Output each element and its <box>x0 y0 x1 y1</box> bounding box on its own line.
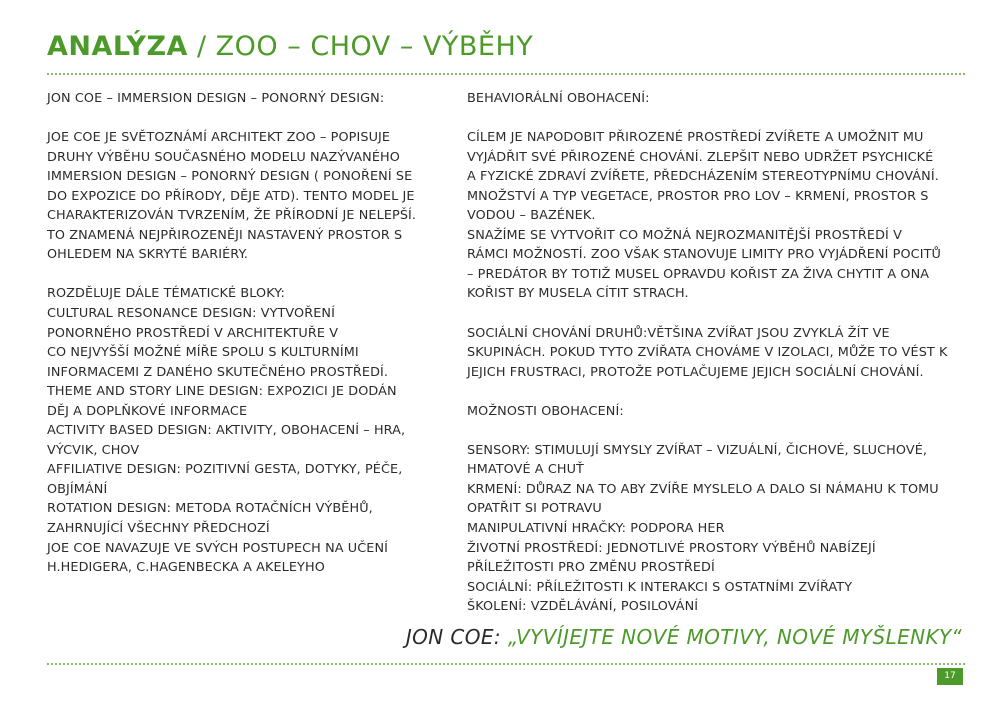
text-line: MANIPULATIVNÍ HRAČKY: PODPORA HER <box>467 521 725 537</box>
text-line: BEHAVIORÁLNÍ OBOHACENÍ: <box>467 91 650 106</box>
page-title <box>47 28 533 66</box>
paragraph-gap <box>47 109 447 129</box>
paragraph-gap <box>467 109 967 129</box>
text-line: TO ZNAMENÁ NEJPŘIROZENĚJI NASTAVENÝ PROSTOR S <box>47 227 403 243</box>
text-line: VODOU – BAZÉNEK. <box>467 208 596 224</box>
right-text-column <box>467 89 967 617</box>
title-subject: / ZOO – CHOV – VÝBĚHY <box>187 31 534 62</box>
text-line: SOCIÁLNÍ CHOVÁNÍ DRUHŮ:VĚTŠINA ZVÍŘAT JSOU ZVYKLÁ ŽÍT VE <box>467 325 890 341</box>
text-line: INFORMACEMI Z DANÉHO SKUTEČNÉHO PROSTŘEDÍ. <box>47 364 389 380</box>
text-line: OBJÍMÁNÍ <box>47 481 108 497</box>
text-line: JEJICH FRUSTRACI, PROTOŽE POTLAČUJEME JEJICH SOCIÁLNÍ CHOVÁNÍ. <box>467 364 924 380</box>
text-line: DRUHY VÝBĚHU SOUČASNÉHO MODELU NAZÝVANÉHO <box>47 149 400 165</box>
text-line: KRMENÍ: DŮRAZ NA TO ABY ZVÍŘE MYSLELO A DALO SI NÁMAHU K TOMU <box>467 481 939 497</box>
top-divider <box>47 73 965 75</box>
text-line: RÁMCI MOŽNOSTÍ. ZOO VŠAK STANOVUJE LIMITY PRO VYJÁDŘENÍ POCITŮ <box>467 247 941 263</box>
text-line: CHARAKTERIZOVÁN TVRZENÍM, ŽE PŘÍRODNÍ JE NELEPŠÍ. <box>47 208 417 224</box>
text-line: JON COE – IMMERSION DESIGN – PONORNÝ DESIGN: <box>47 91 385 106</box>
text-line: ROZDĚLUJE DÁLE TÉMATICKÉ BLOKY: <box>47 286 285 302</box>
text-line: ROTATION DESIGN: METODA ROTAČNÍCH VÝBĚHŮ, <box>47 501 373 517</box>
text-line: KOŘIST BY MUSELA CÍTIT STRACH. <box>467 286 689 302</box>
quote <box>406 625 962 649</box>
text-line: ACTIVITY BASED DESIGN: AKTIVITY, OBOHACENÍ – HRA, <box>47 423 406 439</box>
text-line: VÝCVIK, CHOV <box>47 442 140 458</box>
text-line: SOCIÁLNÍ: PŘÍLEŽITOSTI K INTERAKCI S OSTATNÍMI ZVÍŘATY <box>467 579 853 595</box>
left-text-column <box>47 89 447 578</box>
text-line: CO NEJVYŠŠÍ MOŽNÉ MÍŘE SPOLU S KULTURNÍMI <box>47 345 359 361</box>
text-line: CULTURAL RESONANCE DESIGN: VYTVOŘENÍ <box>47 306 335 322</box>
text-line: SKUPINÁCH. POKUD TYTO ZVÍŘATA CHOVÁME V IZOLACI, MŮŽE TO VÉST K <box>467 345 948 361</box>
text-line: IMMERSION DESIGN – PONORNÝ DESIGN ( PONOŘENÍ SE <box>47 169 413 185</box>
text-line: ŽIVOTNÍ PROSTŘEDÍ: JEDNOTLIVÉ PROSTORY VÝBĚHŮ NABÍZEJÍ <box>467 540 876 556</box>
text-line: MNOŽSTVÍ A TYP VEGETACE, PROSTOR PRO LOV – KRMENÍ, PROSTOR S <box>467 188 929 204</box>
paragraph-gap <box>467 382 967 402</box>
quote-text: „VYVÍJEJTE NOVÉ MOTIVY, NOVÉ MYŠLENKY“ <box>501 625 962 649</box>
text-line: H.HEDIGERA, C.HAGENBECKA A AKELEYHO <box>47 560 325 576</box>
text-line: JOE COE NAVAZUJE VE SVÝCH POSTUPECH NA UČENÍ <box>47 540 388 556</box>
title-section: ANALÝZA <box>47 31 188 62</box>
quote-author: JON COE: <box>405 625 502 649</box>
bottom-divider <box>47 663 965 665</box>
text-line: THEME AND STORY LINE DESIGN: EXPOZICI JE DODÁN <box>47 384 397 400</box>
text-line: ZAHRNUJÍCÍ VŠECHNY PŘEDCHOZÍ <box>47 521 270 537</box>
text-line: DĚJ A DOPLŇKOVÉ INFORMACE <box>47 403 248 419</box>
text-line: DO EXPOZICE DO PŘÍRODY, DĚJE ATD). TENTO MODEL JE <box>47 188 415 204</box>
text-line: – PREDÁTOR BY TOTIŽ MUSEL OPRAVDU KOŘIST ZA ŽIVA CHYTIT A ONA <box>467 266 930 282</box>
text-line: CÍLEM JE NAPODOBIT PŘIROZENÉ PROSTŘEDÍ ZVÍŘETE A UMOŽNIT MU <box>467 130 924 146</box>
text-line: SENSORY: STIMULUJÍ SMYSLY ZVÍŘAT – VIZUÁLNÍ, ČICHOVÉ, SLUCHOVÉ, <box>467 442 928 458</box>
text-line: HMATOVÉ A CHUŤ <box>467 462 584 478</box>
text-line: VYJÁDŘIT SVÉ PŘIROZENÉ CHOVÁNÍ. ZLEPŠIT NEBO UDRŽET PSYCHICKÉ <box>467 149 934 165</box>
text-line: SNAŽÍME SE VYTVOŘIT CO MOŽNÁ NEJROZMANITĚJŠÍ PROSTŘEDÍ V <box>467 227 902 243</box>
text-line: OHLEDEM NA SKRYTÉ BARIÉRY. <box>47 247 248 263</box>
text-line: OPATŘIT SI POTRAVU <box>467 501 602 517</box>
text-line: PŘÍLEŽITOSTI PRO ZMĚNU PROSTŘEDÍ <box>467 560 715 576</box>
text-line: JOE COE JE SVĚTOZNÁMÍ ARCHITEKT ZOO – POPISUJE <box>47 130 391 146</box>
paragraph-gap <box>467 421 967 441</box>
paragraph-gap <box>467 304 967 324</box>
text-line: ŠKOLENÍ: VZDĚLÁVÁNÍ, POSILOVÁNÍ <box>467 599 699 615</box>
text-line: PONORNÉHO PROSTŘEDÍ V ARCHITEKTUŘE V <box>47 325 339 341</box>
page-number: 17 <box>937 668 963 685</box>
text-line: A FYZICKÉ ZDRAVÍ ZVÍŘETE, PŘEDCHÁZENÍM STEREOTYPNÍMU CHOVÁNÍ. <box>467 169 939 185</box>
text-line: AFFILIATIVE DESIGN: POZITIVNÍ GESTA, DOTYKY, PÉČE, <box>47 462 403 478</box>
paragraph-gap <box>47 265 447 285</box>
text-line: MOŽNOSTI OBOHACENÍ: <box>467 403 624 419</box>
